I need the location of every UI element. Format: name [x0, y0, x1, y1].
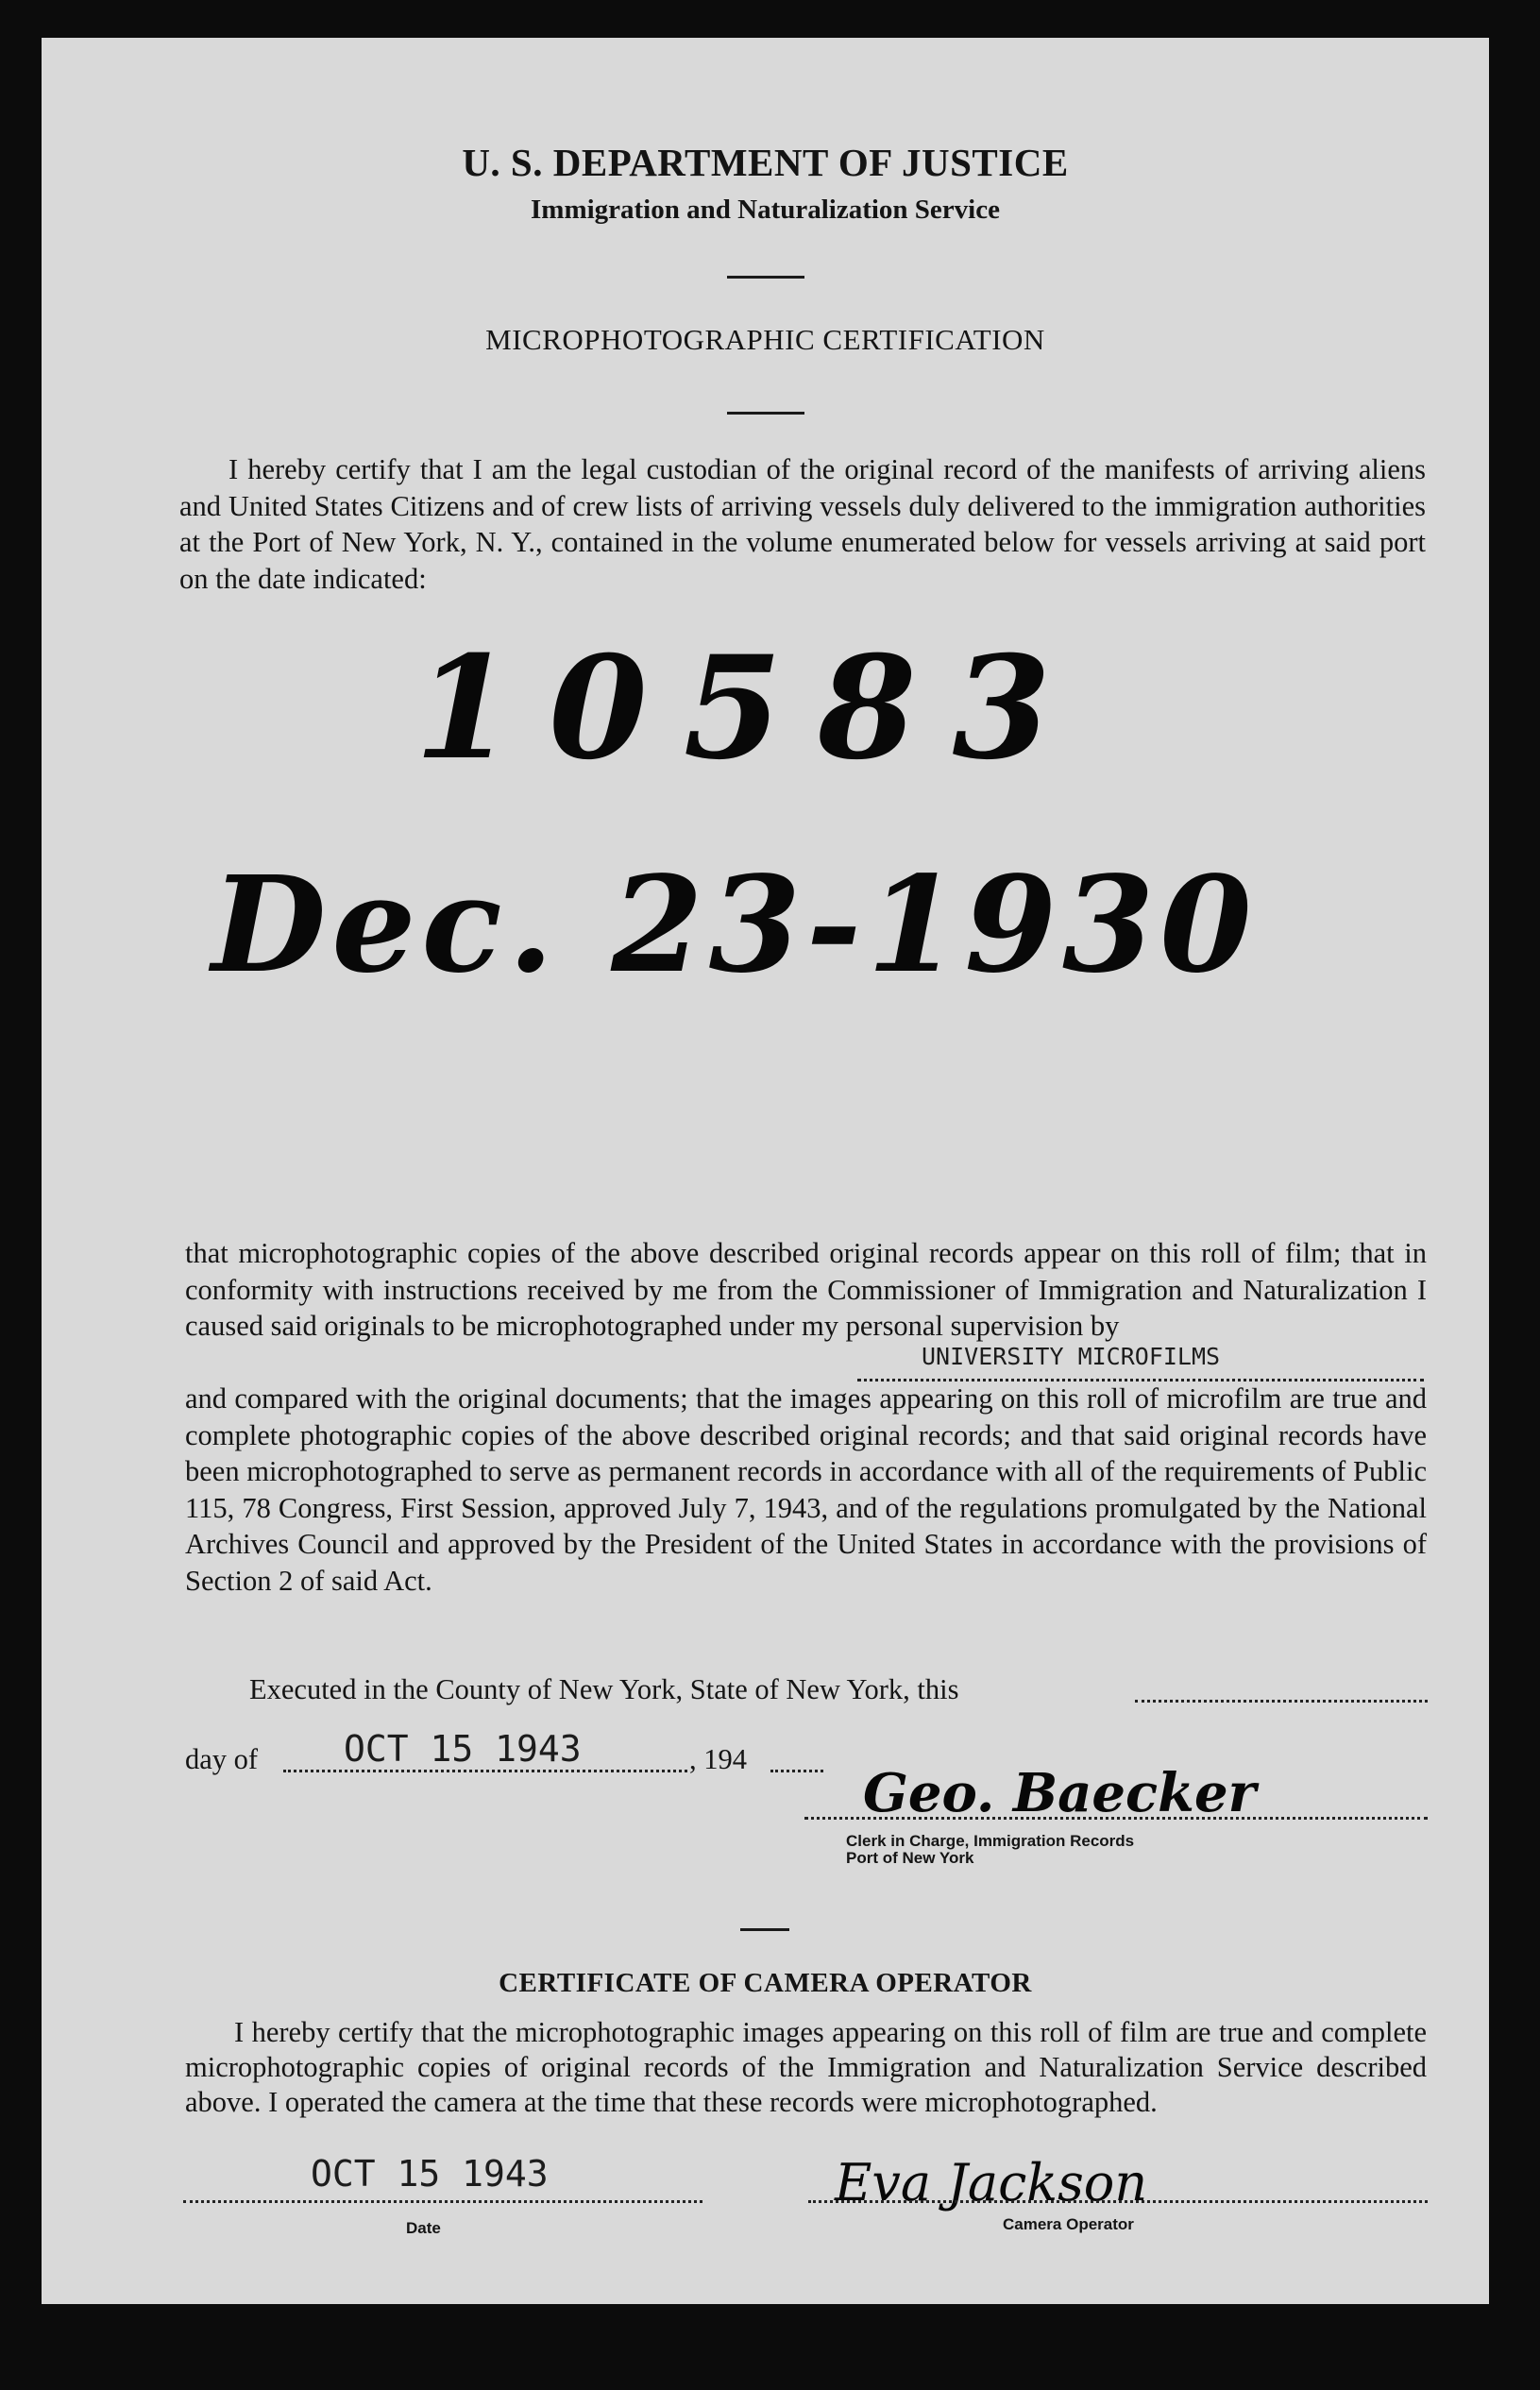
- agency-subheading: Immigration and Naturalization Service: [531, 195, 1000, 225]
- body-paragraph-part1: that microphotographic copies of the above described original records appear on this roll of film; that in conformity with instructions received by me from the Commissioner of Immigration and Naturalization I caused said originals to be microphotographed under my personal supervision by: [185, 1237, 1427, 1343]
- divider: [727, 412, 804, 415]
- divider: [740, 1928, 789, 1931]
- university-microfilms-stamp: UNIVERSITY MICROFILMS: [922, 1343, 1221, 1370]
- camera-paragraph: I hereby certify that the microphotographic images appearing on this roll of film are true and complete microphotographic copies of original records of the Immigration and Naturalization Service described above. I operated the camera at the time that these records were microphotographed.: [185, 2016, 1427, 2118]
- certificate-sheet: [42, 38, 1489, 2304]
- dotted-line: [770, 1770, 823, 1772]
- certification-title: MICROPHOTOGRAPHIC CERTIFICATION: [485, 323, 1045, 356]
- signature-line: [804, 1817, 1428, 1820]
- operator-signature: Eva Jackson: [835, 2153, 1148, 2212]
- intro-paragraph: I hereby certify that I am the legal custodian of the original record of the manifests of arriving aliens and United States Citizens and of crew lists of arriving vessels duly delivered to the immigration authorities at the Port of New York, N. Y., contained in the volume enumerated below for vessels arriving at said port on the date indicated:: [179, 453, 1426, 595]
- clerk-signature: Geo. Baecker: [863, 1762, 1257, 1824]
- dotted-line: [1135, 1700, 1428, 1703]
- date-line: [183, 2200, 702, 2203]
- dotted-line: [283, 1770, 687, 1772]
- year-label: , 194: [689, 1743, 747, 1775]
- camera-certificate-heading: CERTIFICATE OF CAMERA OPERATOR: [499, 1968, 1032, 1998]
- signature-line: [808, 2200, 1428, 2203]
- clerk-title: Clerk in Charge, Immigration Records: [846, 1832, 1135, 1850]
- executed-line: Executed in the County of New York, State of New York, this: [249, 1673, 959, 1705]
- day-date-stamp: OCT 15 1943: [344, 1728, 582, 1770]
- divider: [727, 276, 804, 279]
- day-of-label: day of: [185, 1743, 259, 1775]
- date-label: Date: [406, 2219, 441, 2237]
- camera-operator-label: Camera Operator: [1003, 2215, 1134, 2233]
- department-heading: U. S. DEPARTMENT OF JUSTICE: [462, 141, 1069, 184]
- clerk-port: Port of New York: [846, 1849, 974, 1867]
- operator-date-stamp: OCT 15 1943: [311, 2153, 549, 2195]
- handwritten-volume-number: 10583: [415, 625, 1087, 791]
- handwritten-date: Dec. 23-1930: [212, 848, 1258, 1003]
- body-paragraph-part2: and compared with the original documents; that the images appearing on this roll of microfilm are true and complete photographic copies of the above described original records; and that said original records have been microphotographed to serve as permanent records in accordance with all of the requirements of Public 115, 78 Congress, First Session, approved July 7, 1943, and of the regulations promulgated by the National Archives Council and approved by the President of the United States in accordance with the provisions of Section 2 of said Act.: [185, 1382, 1427, 1597]
